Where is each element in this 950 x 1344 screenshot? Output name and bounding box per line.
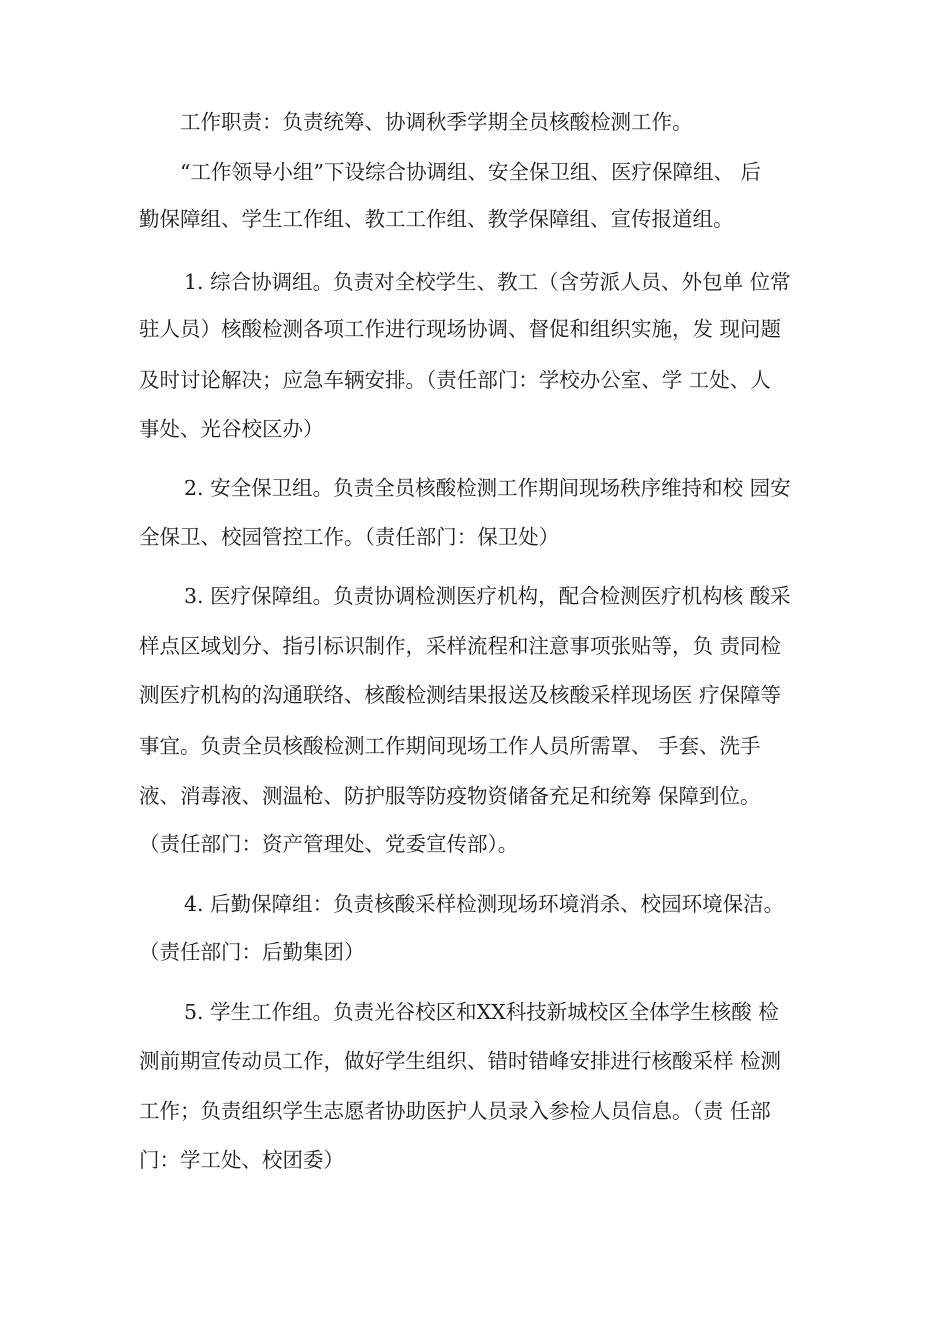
text-line: 及时讨论解决；应急车辆安排。（责任部门：学校办公室、学 工处、人 [139,368,771,392]
text-line: 测前期宣传动员工作，做好学生组织、错时错峰安排进行核酸采样 检测 [139,1049,782,1073]
text-line: 4. 后勤保障组：负责核酸采样检测现场环境消杀、校园环境保洁。 [184,892,785,916]
text-line: 门：学工处、校团委） [139,1148,344,1172]
text-line: 事处、光谷校区办） [139,417,324,441]
text-line: 2. 安全保卫组。负责全员核酸检测工作期间现场秩序维持和校 园安 [184,476,791,500]
text-line: 5. 学生工作组。负责光谷校区和XX科技新城校区全体学生核酸 检 [184,1000,779,1024]
text-line: 测医疗机构的沟通联络、核酸检测结果报送及核酸采样现场医 疗保障等 [139,683,782,707]
text-line: 驻人员）核酸检测各项工作进行现场协调、督促和组织实施，发 现问题 [139,317,782,341]
text-line: 1. 综合协调组。负责对全校学生、教工（含劳派人员、外包单 位常 [184,270,791,294]
text-line: 工作职责：负责统筹、协调秋季学期全员核酸检测工作。 [180,110,693,134]
text-line: 勤保障组、学生工作组、教工工作组、教学保障组、宣传报道组。 [139,207,734,231]
text-line: （责任部门：资产管理处、党委宣传部）。 [139,832,519,856]
text-line: 工作；负责组织学生志愿者协助医护人员录入参检人员信息。（责 任部 [139,1099,771,1123]
text-line: 样点区域划分、指引标识制作，采样流程和注意事项张贴等，负 责同检 [139,634,782,658]
text-line: 3. 医疗保障组。负责协调检测医疗机构，配合检测医疗机构核 酸采 [184,584,791,608]
text-line: 液、消毒液、测温枪、防护服等防疫物资储备充足和统筹 保障到位。 [139,784,761,808]
text-line: （责任部门：后勤集团） [139,940,365,964]
text-line: 事宜。负责全员核酸检测工作期间现场工作人员所需罩、 手套、洗手 [139,734,761,758]
text-line: “工作领导小组”下设综合协调组、安全保卫组、医疗保障组、 后 [180,160,761,184]
text-line: 全保卫、校园管控工作。（责任部门：保卫处） [139,525,560,549]
